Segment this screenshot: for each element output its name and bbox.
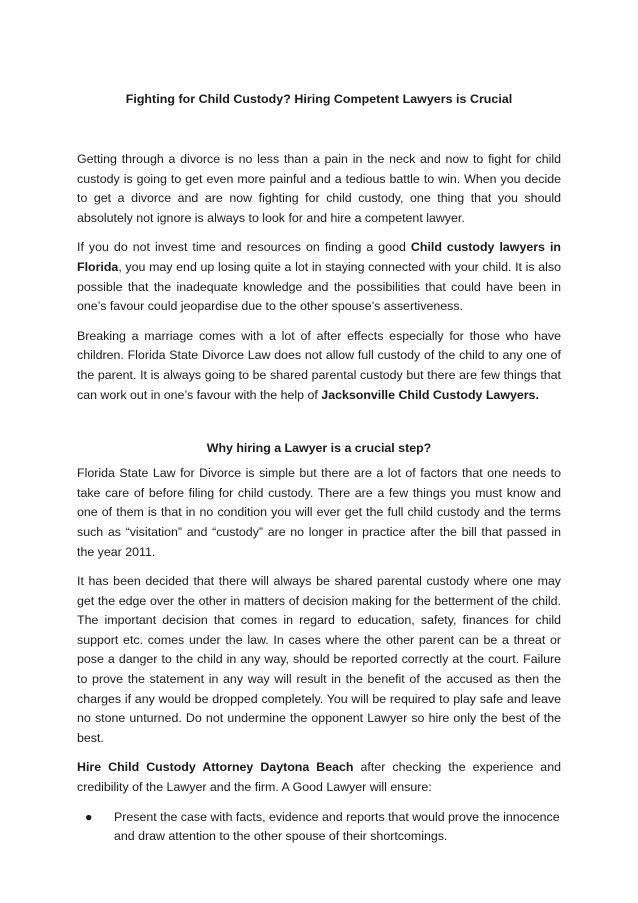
keyword-jacksonville-lawyers: Jacksonville Child Custody Lawyers. [321,387,539,402]
paragraph-invest [77,238,561,316]
paragraph-text: after checking the experience and credibility of the Lawyer and the firm. A Good Lawyer will ensure: [77,760,561,795]
paragraph-intro: Getting through a divorce is no less than a pain in the neck and now to fight for child custody is going to get even more painful and a tedious battle to win. When you decide to get a divorce and are now fighting for child custody, one thing that you should absolutely not ignore is always to look for and hire a competent lawyer. [77,152,561,225]
paragraph-florida-law: Florida State Law for Divorce is simple but there are a lot of factors that one needs to take care of before filing for child custody. There are a few things you must know and one of them is that in no condition you will ever get the full child custody and the terms such as “visitation” and “custody” are no longer in practice after the bill that passed in the year 2011. [77,466,561,559]
paragraph-text: If you do not invest time and resources on finding a good [77,240,411,255]
paragraph-hire [77,758,561,797]
paragraph-marriage [77,327,561,405]
bullet-list [77,808,561,847]
list-item [77,808,561,847]
paragraph-shared-custody: It has been decided that there will always be shared parental custody where one may get the edge over the other in matters of decision making for the betterment of the child. The important decision that comes in regard to education, safety, finances for child support etc. comes under the law. In cases where the other parent can be a threat or pose a danger to the child in any way, should be reported correctly at the court. Failure to prove the statement in any way will result in the benefit of the accused as then the charges if any would be dropped completely. You will be required to play safe and leave no stone unturned. Do not undermine the opponent Lawyer so hire only the best of the best. [77,574,561,745]
paragraph-text: Breaking a marriage comes with a lot of after effects especially for those who have children. Florida State Divorce Law does not allow full custody of the child to any one of the parent. It is always going to be shared parental custody but there are few things that can work out in one’s favour with the help of [77,328,561,402]
list-item-text: Present the case with facts, evidence and reports that would prove the innocence and draw attention to the other spouse of their shortcomings. [114,809,560,844]
keyword-daytona-attorney: Hire Child Custody Attorney Daytona Beach [77,760,354,775]
bullet-icon: ● [85,809,93,824]
document-title: Fighting for Child Custody? Hiring Competent Lawyers is Crucial [125,92,513,106]
section-heading: Why hiring a Lawyer is a crucial step? [206,441,432,456]
paragraph-text: , you may end up losing quite a lot in staying connected with your child. It is also possible that the inadequate knowledge and the possibilities that could have been in one’s favour could jeopardise due to the other spouse’s assertiveness. [77,259,561,314]
keyword-florida-lawyers: Child custody lawyers in Florida [77,240,561,274]
